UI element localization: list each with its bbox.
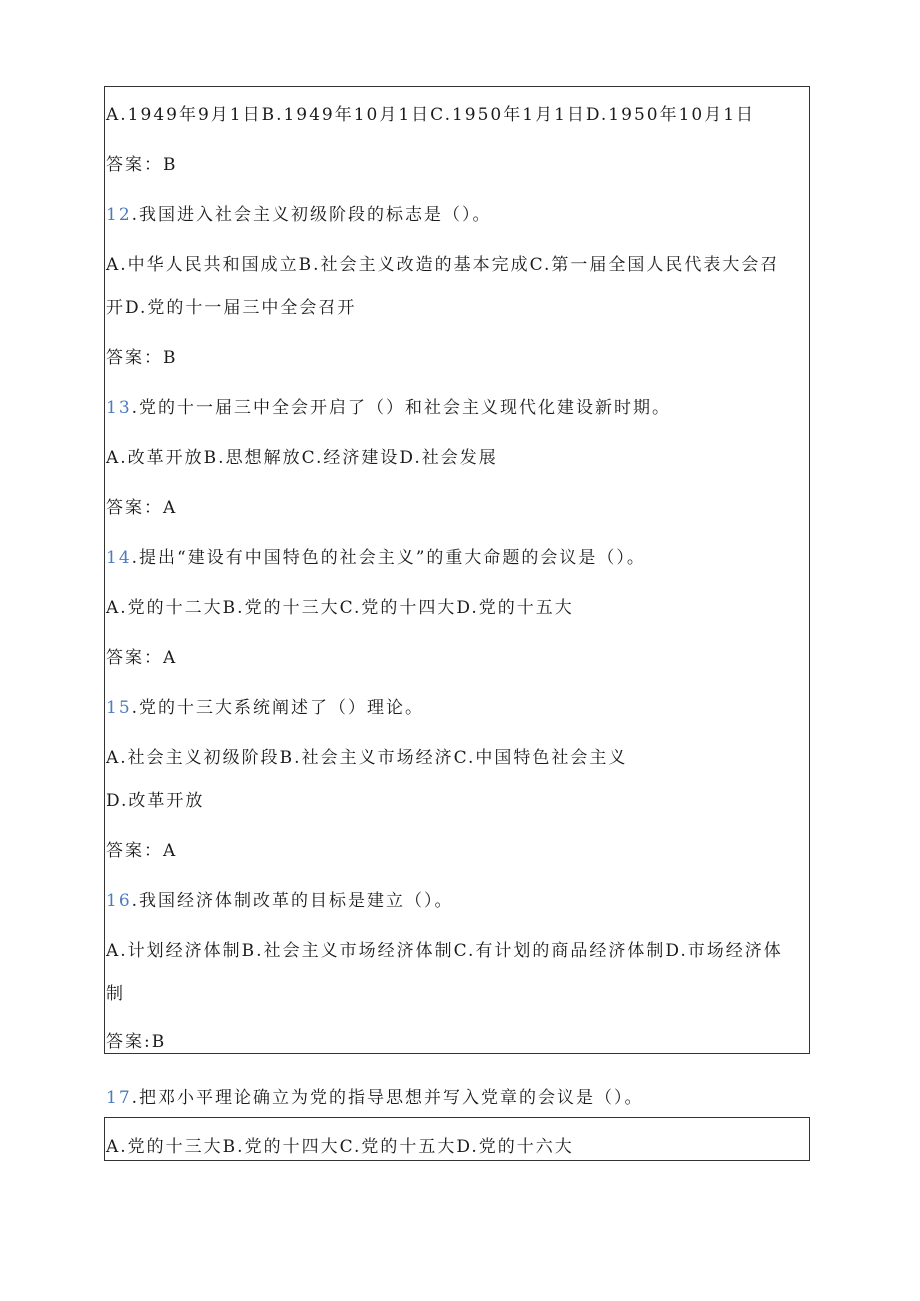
q14-answer: 答案：A <box>106 648 178 668</box>
q16-text: .我国经济体制改革的目标是建立（）。 <box>131 891 454 911</box>
q17-number: 17 <box>106 1088 132 1108</box>
q15-answer: 答案：A <box>106 841 178 861</box>
q15-text: .党的十三大系统阐述了（）理论。 <box>131 698 425 718</box>
q13-question <box>106 396 671 420</box>
q13-number: 13 <box>106 398 132 418</box>
q14-text: .提出“建设有中国特色的社会主义”的重大命题的会议是（）。 <box>131 548 646 568</box>
q13-text: .党的十一届三中全会开启了（）和社会主义现代化建设新时期。 <box>131 398 672 418</box>
q14-number: 14 <box>106 548 132 568</box>
q13-answer: 答案：A <box>106 498 178 518</box>
q16-options-line2: 制 <box>106 984 125 1004</box>
q12-options-line1: A.中华人民共和国成立B.社会主义改造的基本完成C.第一届全国人民代表大会召 <box>106 255 780 275</box>
q16-answer: 答案:B <box>106 1032 167 1052</box>
q12-options-line2: 开D.党的十一届三中全会召开 <box>106 298 357 318</box>
q12-answer: 答案：B <box>106 348 178 368</box>
q17-text: .把邓小平理论确立为党的指导思想并写入党章的会议是（）。 <box>131 1088 644 1108</box>
q13-options: A.改革开放B.思想解放C.经济建设D.社会发展 <box>106 448 498 468</box>
q15-options-line1: A.社会主义初级阶段B.社会主义市场经济C.中国特色社会主义 <box>106 748 628 768</box>
q14-question <box>106 546 646 570</box>
q16-question <box>106 889 454 913</box>
q12-text: .我国进入社会主义初级阶段的标志是（）。 <box>131 205 492 225</box>
q15-question <box>106 696 424 720</box>
q11-options: A.1949年9月1日B.1949年10月1日C.1950年1月1日D.1950年10月1日 <box>106 105 756 125</box>
q12-question <box>106 203 492 227</box>
q14-options: A.党的十二大B.党的十三大C.党的十四大D.党的十五大 <box>106 598 574 618</box>
q16-options-line1: A.计划经济体制B.社会主义市场经济体制C.有计划的商品经济体制D.市场经济体 <box>106 941 783 961</box>
q17-question <box>106 1086 644 1110</box>
q15-number: 15 <box>106 698 132 718</box>
q11-answer: 答案：B <box>106 155 178 175</box>
q17-options: A.党的十三大B.党的十四大C.党的十五大D.党的十六大 <box>106 1137 574 1157</box>
q15-options-line2: D.改革开放 <box>106 791 205 811</box>
q16-number: 16 <box>106 891 132 911</box>
q12-number: 12 <box>106 205 132 225</box>
